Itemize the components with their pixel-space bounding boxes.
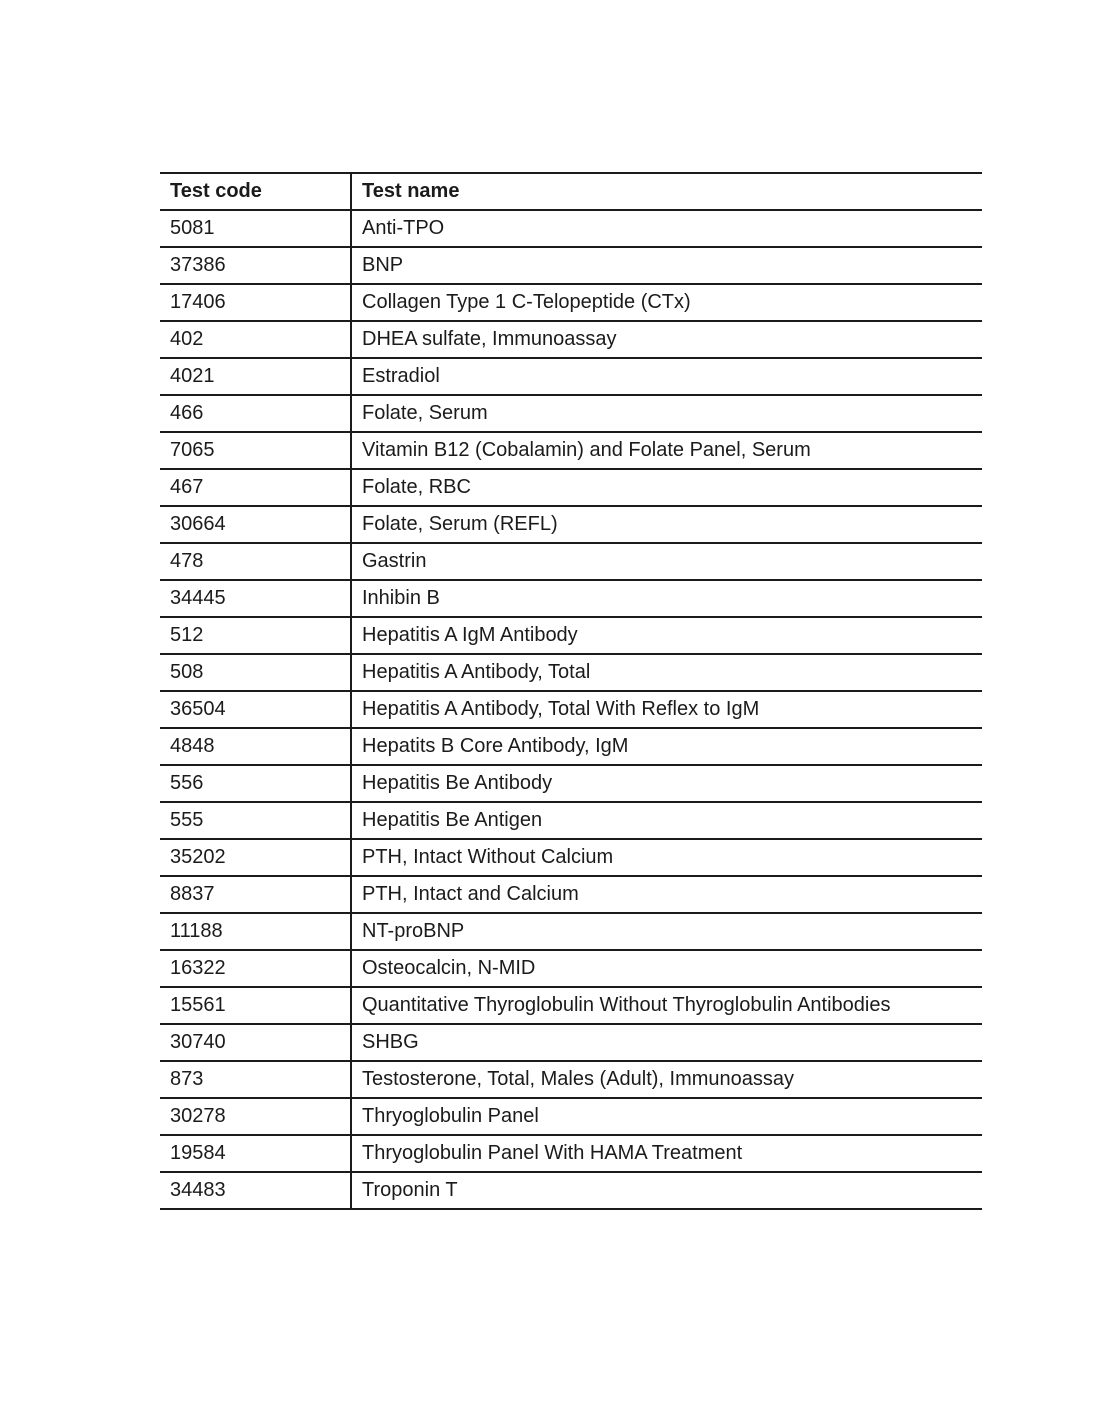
test-name-cell: Folate, RBC (351, 469, 982, 506)
test-code-cell: 478 (160, 543, 351, 580)
test-name-cell: Hepatitis A IgM Antibody (351, 617, 982, 654)
table-row (160, 654, 982, 691)
test-code-cell: 30278 (160, 1098, 351, 1135)
table-row (160, 691, 982, 728)
test-name-cell: Testosterone, Total, Males (Adult), Immunoassay (351, 1061, 982, 1098)
table-row (160, 580, 982, 617)
table-row (160, 1024, 982, 1061)
test-code-cell: 467 (160, 469, 351, 506)
test-code-cell: 30664 (160, 506, 351, 543)
table-body (160, 210, 982, 1209)
test-code-cell: 19584 (160, 1135, 351, 1172)
table-header (160, 173, 982, 210)
table-row (160, 1135, 982, 1172)
test-name-cell: Gastrin (351, 543, 982, 580)
test-name-cell: Inhibin B (351, 580, 982, 617)
test-name-cell: Vitamin B12 (Cobalamin) and Folate Panel, Serum (351, 432, 982, 469)
test-name-column-header: Test name (351, 173, 982, 210)
test-code-cell: 4021 (160, 358, 351, 395)
table-row (160, 358, 982, 395)
table-row (160, 395, 982, 432)
table-row (160, 1172, 982, 1209)
table-row (160, 432, 982, 469)
test-code-cell: 7065 (160, 432, 351, 469)
table-row (160, 987, 982, 1024)
test-code-cell: 30740 (160, 1024, 351, 1061)
test-name-cell: Collagen Type 1 C-Telopeptide (CTx) (351, 284, 982, 321)
table-row (160, 617, 982, 654)
test-name-cell: Folate, Serum (REFL) (351, 506, 982, 543)
test-code-cell: 15561 (160, 987, 351, 1024)
test-code-cell: 8837 (160, 876, 351, 913)
table-row (160, 728, 982, 765)
test-name-cell: Hepatitis Be Antibody (351, 765, 982, 802)
test-name-cell: Hepatitis Be Antigen (351, 802, 982, 839)
table-row (160, 876, 982, 913)
test-name-cell: Hepatits B Core Antibody, IgM (351, 728, 982, 765)
test-code-cell: 873 (160, 1061, 351, 1098)
test-name-cell: Troponin T (351, 1172, 982, 1209)
test-name-cell: SHBG (351, 1024, 982, 1061)
test-code-cell: 4848 (160, 728, 351, 765)
test-codes-table (160, 172, 982, 1210)
table-row (160, 284, 982, 321)
table-row (160, 765, 982, 802)
table-row (160, 506, 982, 543)
table-row (160, 543, 982, 580)
test-code-cell: 34483 (160, 1172, 351, 1209)
test-name-cell: Hepatitis A Antibody, Total With Reflex to IgM (351, 691, 982, 728)
test-name-cell: DHEA sulfate, Immunoassay (351, 321, 982, 358)
test-name-cell: BNP (351, 247, 982, 284)
header-row (160, 173, 982, 210)
table-row (160, 913, 982, 950)
test-code-cell: 466 (160, 395, 351, 432)
test-code-cell: 512 (160, 617, 351, 654)
table-row (160, 321, 982, 358)
test-name-cell: Hepatitis A Antibody, Total (351, 654, 982, 691)
table-row (160, 1061, 982, 1098)
test-code-cell: 17406 (160, 284, 351, 321)
test-code-column-header: Test code (160, 173, 351, 210)
test-name-cell: Thryoglobulin Panel (351, 1098, 982, 1135)
test-name-cell: Folate, Serum (351, 395, 982, 432)
test-code-cell: 5081 (160, 210, 351, 247)
test-code-cell: 556 (160, 765, 351, 802)
test-name-cell: Quantitative Thyroglobulin Without Thyroglobulin Antibodies (351, 987, 982, 1024)
test-name-cell: PTH, Intact Without Calcium (351, 839, 982, 876)
table-row (160, 247, 982, 284)
test-code-cell: 34445 (160, 580, 351, 617)
test-name-cell: Anti-TPO (351, 210, 982, 247)
test-code-cell: 16322 (160, 950, 351, 987)
test-code-cell: 555 (160, 802, 351, 839)
test-name-cell: NT-proBNP (351, 913, 982, 950)
table-row (160, 1098, 982, 1135)
test-code-cell: 402 (160, 321, 351, 358)
table-row (160, 950, 982, 987)
table-row (160, 839, 982, 876)
test-code-cell: 37386 (160, 247, 351, 284)
test-code-cell: 35202 (160, 839, 351, 876)
table-row (160, 469, 982, 506)
test-code-cell: 11188 (160, 913, 351, 950)
table-row (160, 802, 982, 839)
test-code-cell: 508 (160, 654, 351, 691)
test-name-cell: Thryoglobulin Panel With HAMA Treatment (351, 1135, 982, 1172)
test-code-cell: 36504 (160, 691, 351, 728)
test-name-cell: Osteocalcin, N-MID (351, 950, 982, 987)
table-row (160, 210, 982, 247)
test-name-cell: Estradiol (351, 358, 982, 395)
test-name-cell: PTH, Intact and Calcium (351, 876, 982, 913)
